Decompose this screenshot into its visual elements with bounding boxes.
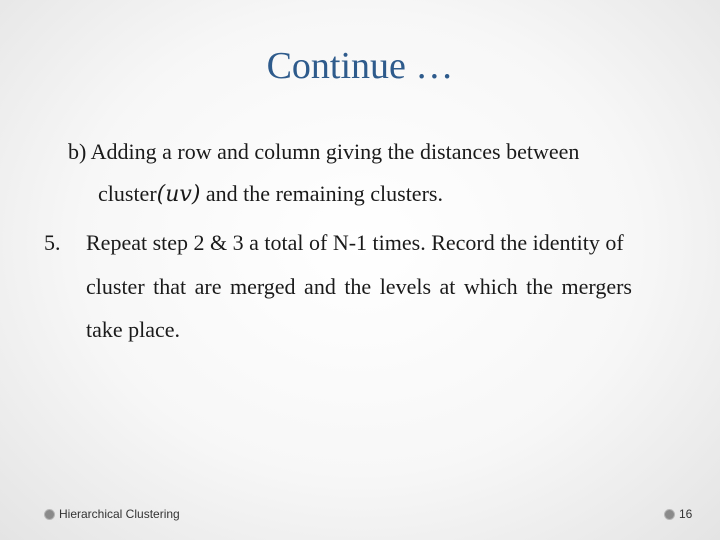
- step-5-line-1: [44, 228, 624, 258]
- cluster-word: cluster: [98, 181, 157, 206]
- step-4b-line-2: [98, 179, 443, 210]
- slide-title: Continue …: [266, 45, 454, 87]
- footer-title: [44, 506, 180, 522]
- page-number: [664, 506, 692, 522]
- remaining-clusters-text: and the remaining clusters.: [200, 181, 443, 206]
- footer-bullet-icon: [44, 509, 55, 520]
- page-number-text: 16: [679, 507, 693, 521]
- step-5-text: Repeat step 2 & 3 a total of N-1 times. Record the identity of: [86, 230, 624, 255]
- step-5-line-2: cluster that are merged and the levels at which the mergers: [86, 274, 632, 299]
- page-number-bullet-icon: [664, 509, 675, 520]
- uv-math-expression: (uv): [156, 182, 201, 207]
- step-5-line-3: take place.: [86, 317, 181, 342]
- step-4b-line-1: b) Adding a row and column giving the distances between: [68, 139, 580, 164]
- footer-title-text: Hierarchical Clustering: [59, 507, 180, 521]
- step-5-number: 5.: [44, 230, 61, 255]
